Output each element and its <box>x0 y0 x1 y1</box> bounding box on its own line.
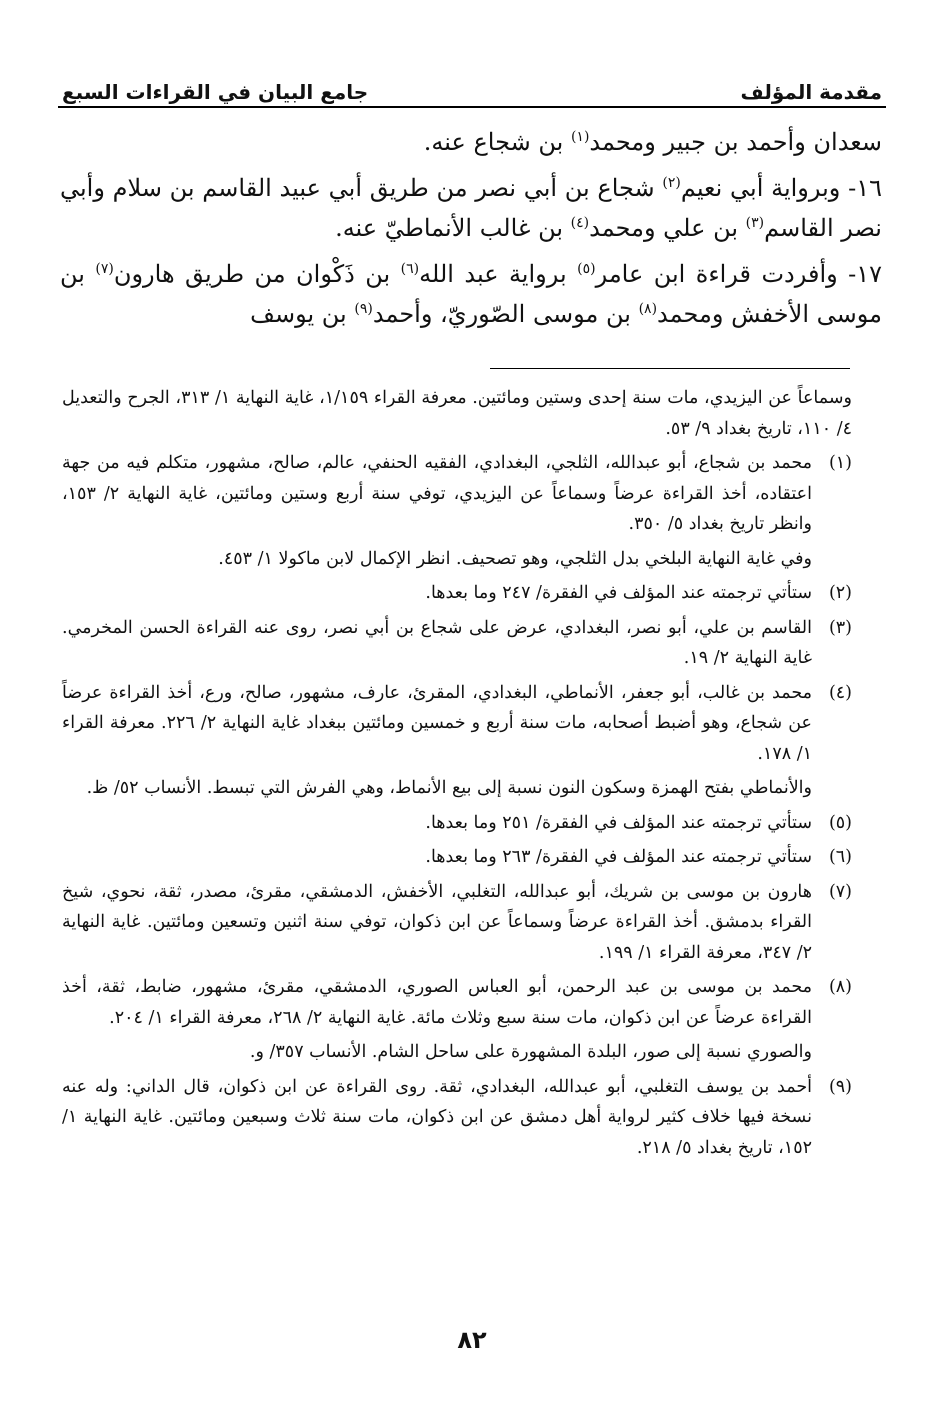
footnotes <box>62 383 852 1167</box>
footnote-number: (٧) <box>828 881 852 902</box>
footnote-continuation: وسماعاً عن اليزيدي، مات سنة إحدى وستين ومائتين. معرفة القراء ١/١٥٩، غاية النهاية ١/ ٣١٣، الجرح والتعديل ٤/ ١١٠، تاريخ بغداد ٩/ ٥٣. <box>62 388 852 439</box>
footnote-ref: (٣) <box>745 215 765 231</box>
footnote-ref: (٥) <box>577 261 596 277</box>
page-number: ٨٢ <box>457 1326 487 1354</box>
footnote-text: محمد بن موسى بن عبد الرحمن، أبو العباس الصوري، الدمشقي، مقرئ، مشهور، ضابط، ثقة، أخذ القراءة عرضاً عن ابن ذكوان، مات سنة سبع وثلاث مائة. غاية النهاية ٢/ ٢٦٨، معرفة القراء ١/ ٢٠٤. <box>62 977 812 1028</box>
header-rule <box>58 106 886 108</box>
footnote-ref: (٨) <box>638 301 658 317</box>
footnote-separator <box>490 368 850 369</box>
footnote-number: (٥) <box>828 812 852 833</box>
chapter-title: مقدمة المؤلف <box>740 80 882 104</box>
main-text <box>60 122 882 340</box>
footnote-item <box>62 877 852 969</box>
running-header <box>62 70 882 104</box>
main-paragraph-3: ١٧- وأفردت قراءة ابن عامر$^{(٥)}$ برواية عبد الله$^{(٦)}$ بن ذَكْوان من طريق هارون$^{(٧)}$ بن موسى الأخفش ومحمد$^{(٨)}$ بن موسى الصّوريّ، وأحمد$^{(٩)}$ بن يوسف <box>60 260 883 328</box>
footnote-ref: (٦) <box>400 261 420 277</box>
footnote-text: ستأتي ترجمته عند المؤلف في الفقرة/ ٢٤٧ وما بعدها. <box>425 583 812 603</box>
footnote-item <box>62 808 852 839</box>
footnote-item <box>62 842 852 873</box>
footnote-ref: (٩) <box>354 301 373 317</box>
book-title: جامع البيان في القراءات السبع <box>62 80 369 104</box>
footnote-text: هارون بن موسى بن شريك، أبو عبدالله، التغلبي، الأخفش، الدمشقي، مقرئ، مصدر، ثقة، نحوي، شيخ القراء بدمشق. أخذ القراءة عرضاً وسماعاً عن ابن ذكوان، توفي سنة اثنين وتسعين ومائتين. غاية النهاية ٢/ ٣٤٧، معرفة القراء ١/ ١٩٩. <box>62 881 812 963</box>
footnote-number: (٦) <box>828 847 852 867</box>
footnote-ref: (١) <box>570 129 590 145</box>
footnote-item <box>62 613 852 674</box>
footnote-text: أحمد بن يوسف التغلبي، أبو عبدالله، البغدادي، ثقة. روى القراءة عن ابن ذكوان، قال الداني: وله عنه نسخة فيها خلاف كثير لرواية أهل دمشق عن ابن ذكوان، مات سنة ثلاث وسبعين ومائتين. غاية النهاية ١/ ١٥٢، تاريخ بغداد ٥/ ٢١٨. <box>62 1076 812 1158</box>
footnote-text: ستأتي ترجمته عند المؤلف في الفقرة/ ٢٥١ وما بعدها. <box>425 812 812 833</box>
footnote-text: القاسم بن علي، أبو نصر، البغدادي، عرض على شجاع بن أبي نصر، روى عنه القراءة الحسن المخرمي. غاية النهاية ٢/ ١٩. <box>62 617 812 668</box>
footnote-item <box>62 1072 852 1164</box>
footnote-ref: (٧) <box>95 261 114 277</box>
footnote-subnote: والصوري نسبة إلى صور، البلدة المشهورة على ساحل الشام. الأنساب ٣٥٧/ و. <box>249 1042 812 1062</box>
footnote-item <box>62 678 852 770</box>
main-paragraph-2: ١٦- وبرواية أبي نعيم$^{(٢)}$ شجاع بن أبي نصر من طريق أبي عبيد القاسم بن سلام وأبي نصر القاسم$^{(٣)}$ بن علي ومحمد$^{(٤)}$ بن غالب الأنماطيّ عنه. <box>60 174 882 242</box>
footnote-number: (٤) <box>828 682 852 703</box>
footnote-subnote: وفي غاية النهاية البلخي بدل الثلجي، وهو تصحيف. انظر الإكمال لابن ماكولا ١/ ٤٥٣. <box>218 548 812 569</box>
footnote-number: (٩) <box>828 1076 852 1097</box>
footnote-ref: (٢) <box>662 175 681 191</box>
footnote-item <box>62 448 852 540</box>
footnote-ref: (٤) <box>570 215 590 231</box>
footnote-text: محمد بن غالب، أبو جعفر، الأنماطي، البغدادي، المقرئ، عارف، مشهور، صالح، ورع، أخذ القراءة عرضاً عن شجاع، وهو أضبط أصحابه، مات سنة أربع و خمسين ومائتين ببغداد غاية النهاية ٢/ ٢٢٦. معرفة القراء ١/ ١٧٨. <box>62 682 812 764</box>
footnote-number: (٣) <box>828 617 852 638</box>
main-paragraph-1: سعدان وأحمد بن جبير ومحمد$^{(١)}$ بن شجاع عنه. <box>423 128 882 156</box>
footnote-text: محمد بن شجاع، أبو عبدالله، الثلجي، البغدادي، الفقيه الحنفي، عالم، صالح، مشهور، متكلم فيه من جهة اعتقاده، أخذ القراءة عرضاً وسماعاً عن اليزيدي، توفي سنة أربع وستين ومائتين، غاية النهاية ٢/ ١٥٣، وانظر تاريخ بغداد ٥/ ٣٥٠. <box>62 453 812 534</box>
footnote-number: (٨) <box>828 977 852 997</box>
footnote-item <box>62 972 852 1033</box>
footnote-number: (١) <box>828 453 852 473</box>
footnote-text: ستأتي ترجمته عند المؤلف في الفقرة/ ٢٦٣ وما بعدها. <box>425 847 812 867</box>
footnote-subnote: والأنماطي بفتح الهمزة وسكون النون نسبة إلى بيع الأنماط، وهي الفرش التي تبسط. الأنساب ٥٢/ ظ. <box>86 778 812 798</box>
footnote-number: (٢) <box>828 583 852 603</box>
footnote-item <box>62 578 852 609</box>
